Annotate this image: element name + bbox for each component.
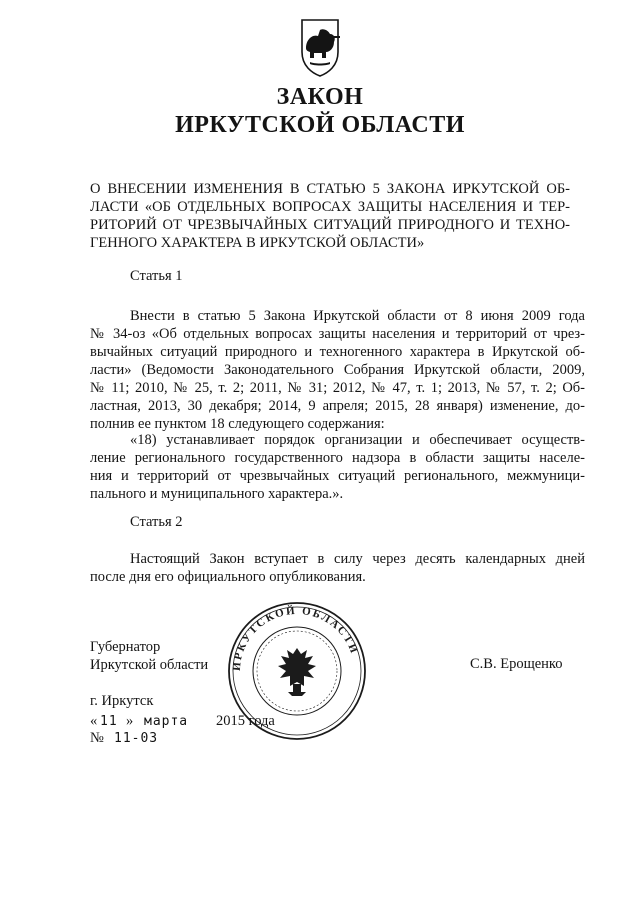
signatory-region: Иркутской области [90,657,209,673]
paragraph-line: вычайных ситуаций природного и техногенного характера в Иркутской об- [90,344,585,360]
article-2-heading: Статья 2 [130,514,183,530]
article-1-paragraph-2 [90,431,585,503]
date-day: 11 [100,714,118,729]
number-value: 11-03 [114,731,159,746]
document-title: ЗАКОН [276,84,364,110]
signing-place: г. Иркутск [90,693,154,709]
number-sign: № [90,730,104,746]
article-2-paragraph [90,550,585,586]
signatory-role: Губернатор [90,639,161,655]
paragraph-line: № 11; 2010, № 25, т. 2; 2011, № 31; 2012, № 47, т. 1; 2013, № 57, т. 2; Об- [90,380,585,396]
subject-line: ГЕННОГО ХАРАКТЕРА В ИРКУТСКОЙ ОБЛАСТИ» [90,235,425,251]
date-year: 2015 года [216,713,275,729]
paragraph-line: ласти» (Ведомости Законодательного Собрания Иркутской области, 2009, [90,362,585,378]
paragraph-line: «18) устанавливает порядок организации и обеспечивает осуществ- [130,432,585,448]
paragraph-line: ния и территорий от чрезвычайных ситуаций регионального, межмуници- [90,468,585,484]
subject-line: РИТОРИЙ ОТ ЧРЕЗВЫЧАЙНЫХ СИТУАЦИЙ ПРИРОДНОГО И ТЕХНО- [90,217,570,233]
signatory-title [90,638,208,674]
seal-text: ИРКУТСКОЙ ОБЛАСТИ [230,604,361,672]
paragraph-line: после дня его официального опубликования. [90,569,366,585]
paragraph-line: полнив ее пунктом 18 следующего содержания: [90,416,385,432]
paragraph-line: № 34-оз «Об отдельных вопросах защиты населения и территорий от чрез- [90,326,585,342]
article-1-heading: Статья 1 [130,268,183,284]
date-month: марта [144,714,189,729]
coat-of-arms-icon [290,18,350,78]
law-number [90,730,240,750]
document-title-region: ИРКУТСКОЙ ОБЛАСТИ [175,112,465,138]
paragraph-line: Настоящий Закон вступает в силу через десять календарных дней [130,551,585,567]
paragraph-line: Внести в статью 5 Закона Иркутской области от 8 июня 2009 года [130,308,585,324]
date-open-quote: « [90,713,98,729]
subject-line: ЛАСТИ «ОБ ОТДЕЛЬНЫХ ВОПРОСАХ ЗАЩИТЫ НАСЕЛЕНИЯ И ТЕР- [90,199,570,215]
signatory-name: С.В. Ерощенко [470,656,563,672]
article-1-paragraph-1 [90,307,585,433]
date-close-quote: » [126,713,134,729]
law-subject [90,180,570,252]
paragraph-line: пального и муниципального характера.». [90,486,344,502]
paragraph-line: ление регионального государственного надзора в области защиты населе- [90,450,585,466]
subject-line: О ВНЕСЕНИИ ИЗМЕНЕНИЯ В СТАТЬЮ 5 ЗАКОНА ИРКУТСКОЙ ОБ- [90,181,570,197]
paragraph-line: ластная, 2013, 30 декабря; 2014, 9 апреля; 2015, 28 января) изменение, до- [90,398,585,414]
